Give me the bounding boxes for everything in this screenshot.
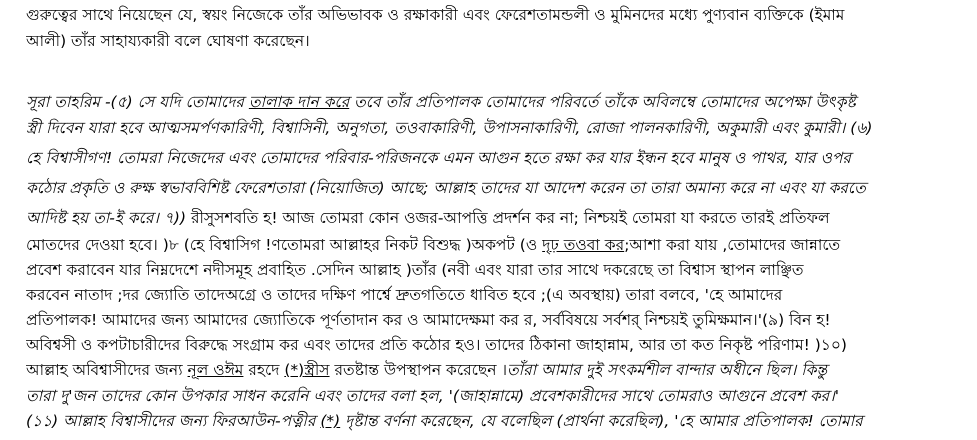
text-segment: আদিষ্ট হয় তা-ই করে। ৭)) [26,209,191,227]
text-line [26,357,956,383]
text-segment: তারা দু'জন তাদের কোন উপকার সাধন করেনি এবং তাদের বলা হল, '(জাহান্নামে) প্রবেশকারীদের সাথে তোমরাও আগুনে প্রবেশ কর।' [26,387,840,405]
text-segment: প্রবেশ করাবেন যার নিম্নদেশে নদীসমূহ প্রবাহিত .সেদিন আল্লাহ )তাঁর (নবী এবং যারা তার সাথে দকরেছে তা বিশ্বাস স্থাপন লাঞ্ছিত [26,261,804,279]
text-line [26,28,956,54]
text-segment: তাঁরা আমার দুই সৎকর্মশীল বান্দার অধীনে ছিল। কিন্তু [507,361,828,379]
text-segment: স্ত্রী দিবেন যারা হবে আত্মসমর্পণকারিণী, বিশ্বাসিনী, অনুগতা, তওবাকারিণী, উপাসনাকারিণী, রোজা পালনকারিণী, অকুমারী এবং কুমারী। (৬) [26,119,873,137]
underlined-text: ঈম [224,361,244,379]
text-line [26,408,956,434]
text-line [26,307,956,333]
text-segment: করবেন নাতাদ ;দর জ্যোতি তাদেঅগ্রে ও তাদের দক্ষিণ পার্শ্বে দ্রুতগতিতে ধাবিত হবে ;(এ অবস্থায়) তারা বলবে, 'হে আমাদের [26,286,783,304]
text-line [26,2,956,28]
text-segment: আল্লাহ অবিশ্বাসীদের জন্য [26,361,188,379]
text-line [26,205,956,231]
underlined-text: (*) [320,412,341,430]
text-segment: প্রতিপালক! আমাদের জন্য আমাদের জ্যোতিকে পূর্ণতাদান কর ও আমাদেক্ষমা কর র, সর্ববিষয়ে সর্বশর্ নিশ্চয়ই তুমিক্ষমান।'(৯) বিন হ! [26,311,831,329]
underlined-text: দৃঢ় তওবা কর [542,236,625,254]
text-line [26,332,956,358]
text-segment: দৃষ্টান্ত বর্ণনা করেছেন, যে বলেছিল (প্রার্থনা করেছিল), 'হে আমার প্রতিপালক! তোমার [340,412,863,430]
underlined-text: নূল ও [187,361,225,379]
text-segment: ;আশা করা যায় ,তোমাদের জান্নাতে [624,236,841,254]
text-line [26,115,956,141]
underlined-text: (*) [284,361,305,379]
text-segment: আলী) তাঁর সাহায্যকারী বলে ঘোষণা করেছেন। [26,32,310,50]
text-line [26,89,956,115]
text-line [26,175,956,201]
text-segment: (১১) আল্লাহ বিশ্বাসীদের জন্য ফিরআউন-পত্নীর [26,412,321,430]
text-segment: অবিশ্বসী ও কপটাচারীদের বিরুদ্ধে সংগ্রাম কর এবং তাদের প্রতি কঠোর হও। তাদের ঠিকানা জাহান্নাম, আর তা কত নিকৃষ্ট পরিণাম! )১০) [26,336,847,354]
text-line [26,257,956,283]
underlined-text: স্ত্রীস [304,361,330,379]
text-segment: হে বিশ্বাসীগণ! তোমরা নিজেদের এবং তোমাদের পরিবার-পরিজনকে এমন আগুন হতে রক্ষা কর যার ইন্ধন হবে মানুষ ও পাথর, যার ওপর [26,149,851,167]
text-line [26,145,956,171]
text-segment: গুরুত্বের সাথে নিয়েছেন যে, স্বয়ং নিজেকে তাঁর অভিভাবক ও রক্ষাকারী এবং ফেরেশতামন্ডলী ও মুমিনদের মধ্যে পুণ্যবান ব্যক্তিকে (ইমাম [26,6,845,24]
underlined-text: তালাক দান করে [248,93,350,111]
text-segment: সূরা তাহরিম -(৫) সে যদি তোমাদের [26,93,249,111]
text-segment: মোতদের দেওয়া হবে। )৮ (হে বিশ্বাসিগ !ণতোমরা আল্লাহর নিকট বিশুদ্ধ )অকপট (ও [26,236,543,254]
text-line [26,232,956,258]
text-segment: কঠোর প্রকৃতি ও রুক্ষ স্বভাববিশিষ্ট ফেরেশতারা (নিয়োজিত) আছে; আল্লাহ তাদের যা আদেশ করেন তা তারা অমান্য করে না এবং যা করতে [26,179,866,197]
text-segment: রীসুসশবতি হ! আজ তোমরা কোন ওজর-আপত্তি প্রদর্শন কর না; নিশ্চয়ই তোমরা যা করতে তারই প্রতিফল [190,209,830,227]
text-segment: তবে তাঁর প্রতিপালক তোমাদের পরিবর্তে তাঁকে অবিলম্বে তোমাদের অপেক্ষা উৎকৃষ্ট [349,93,856,111]
text-segment: রহদে [243,361,285,379]
text-line [26,383,956,409]
text-line [26,282,956,308]
text-segment: রতষ্টান্ত উপস্থাপন করেছেন । [329,361,508,379]
